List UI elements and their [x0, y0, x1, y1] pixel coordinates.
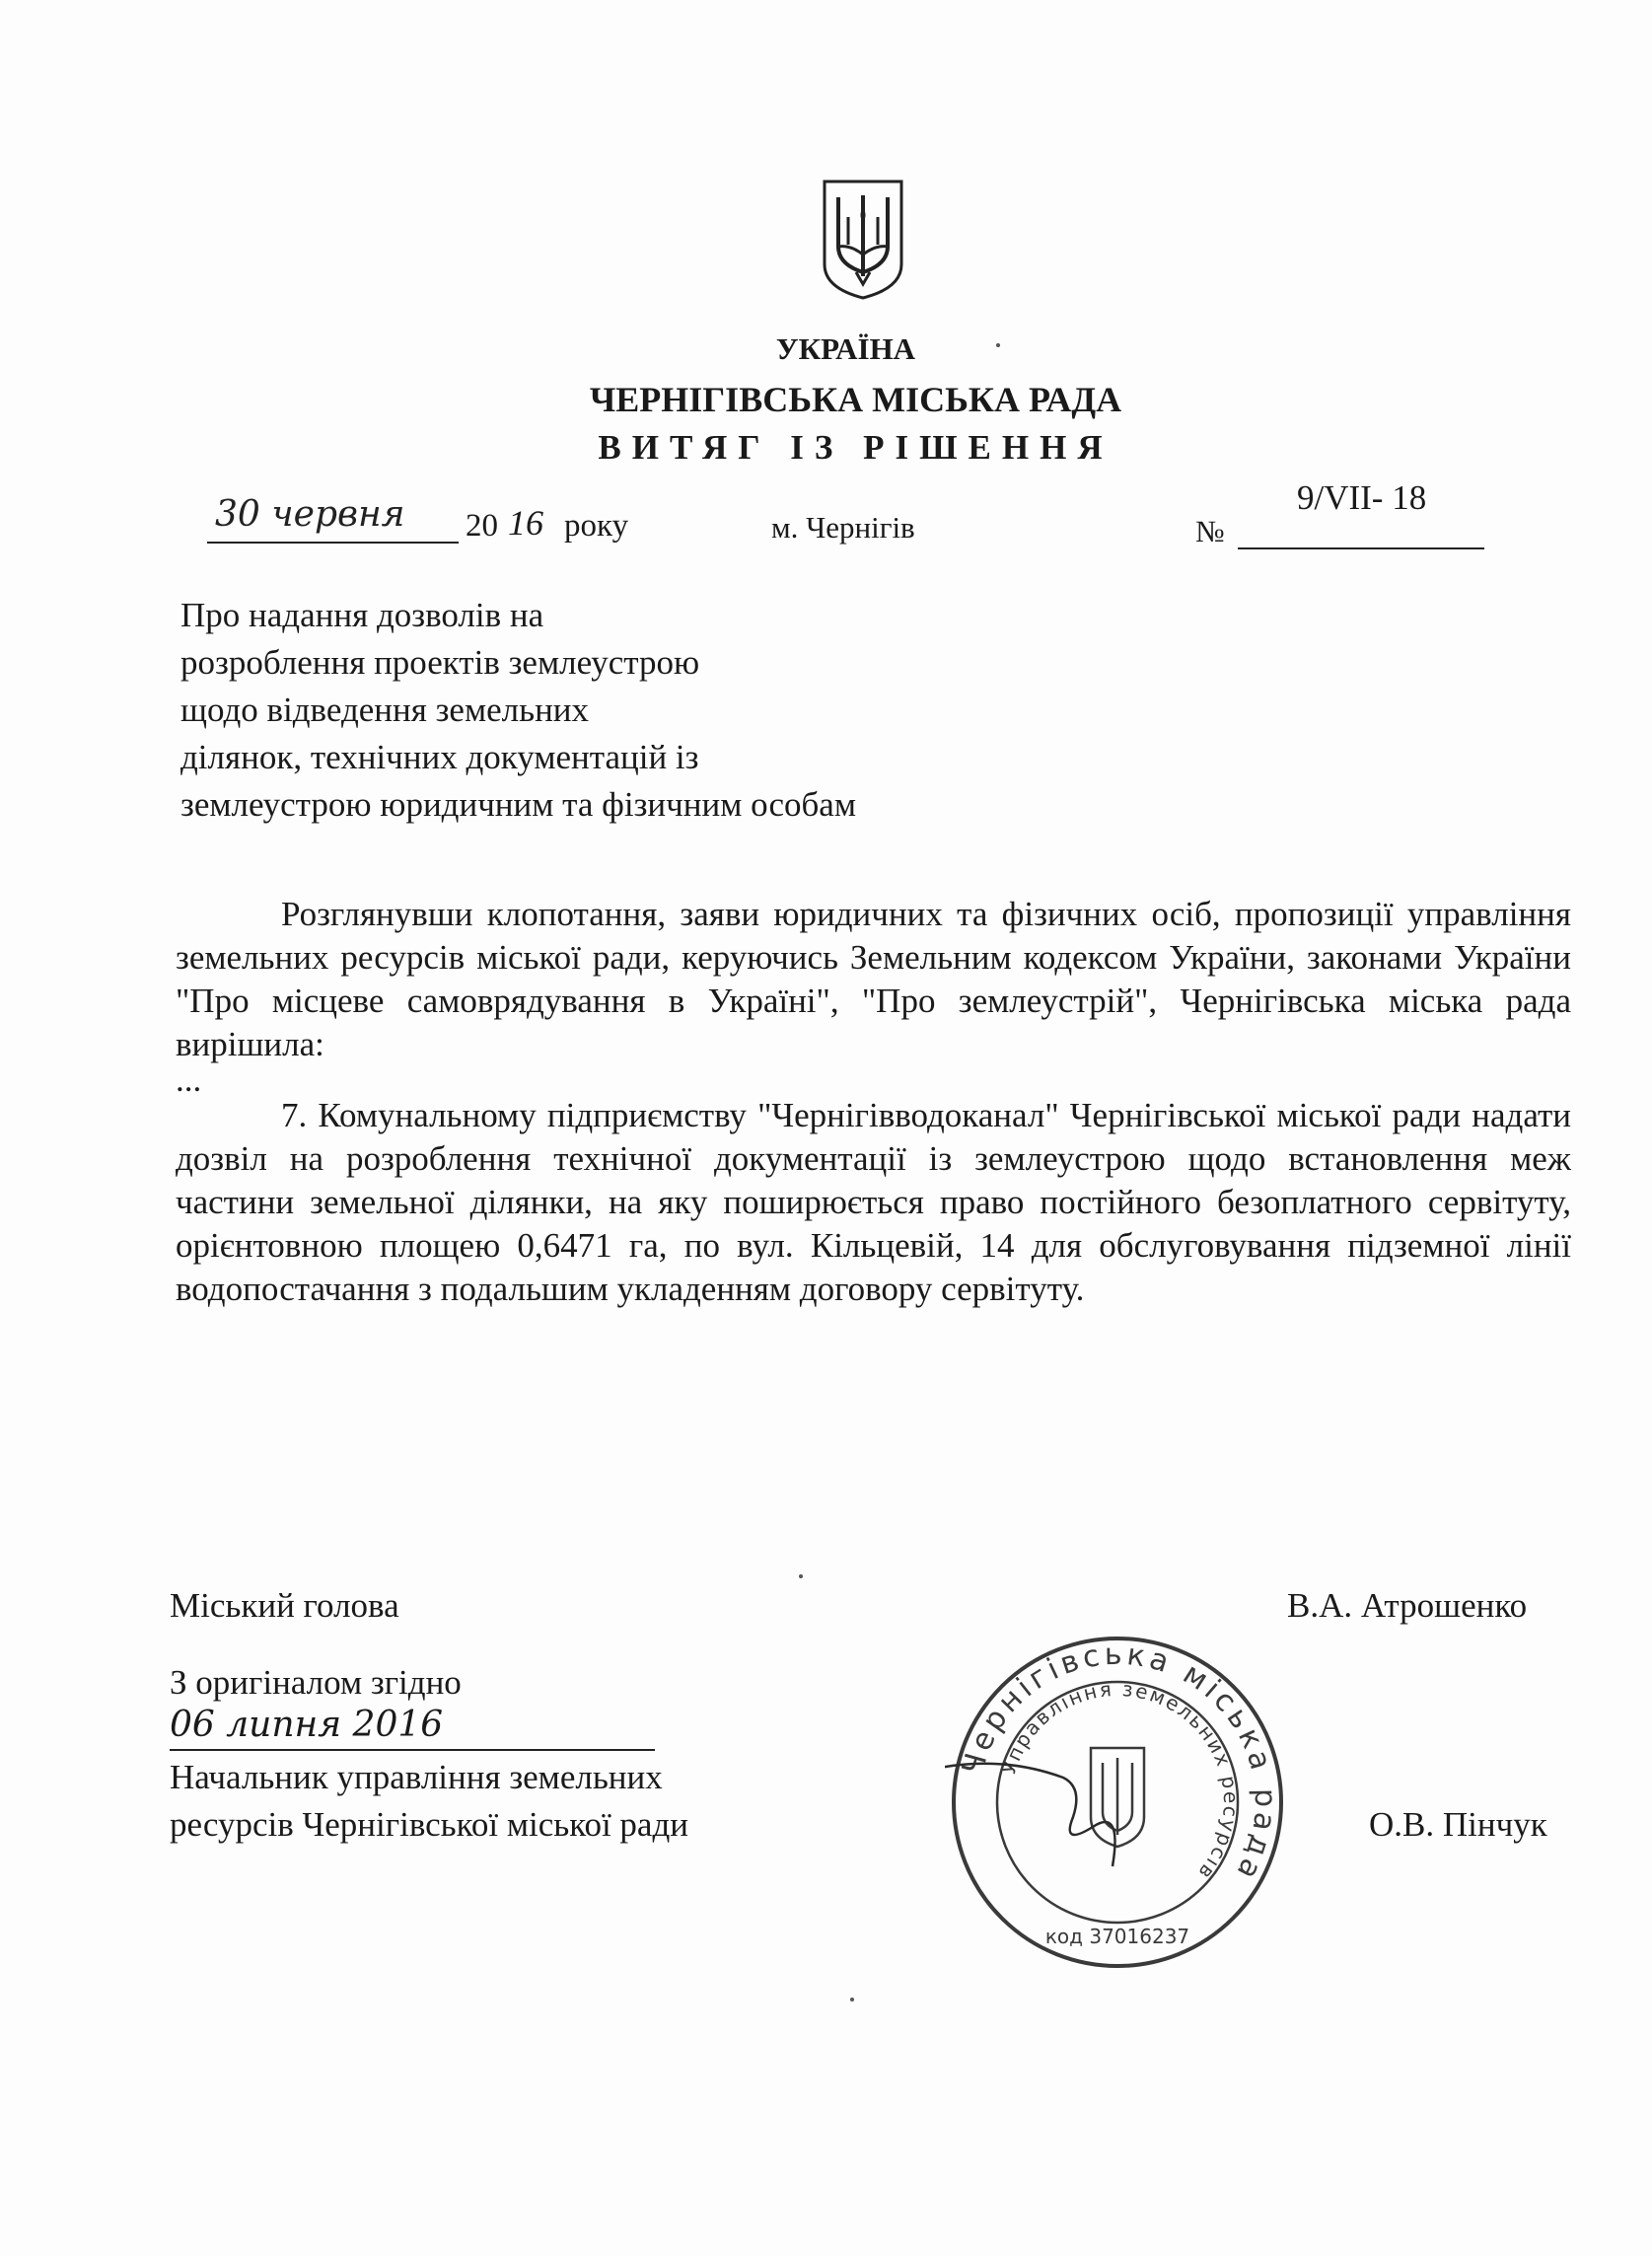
- council-heading: ЧЕРНІГІВСЬКА МІСЬКА РАДА: [589, 380, 1122, 419]
- handwritten-year: 16: [508, 503, 543, 543]
- certified-date-underline: [170, 1749, 655, 1751]
- stamp-coat-of-arms-icon: [1091, 1748, 1144, 1847]
- number-underline: [1238, 547, 1484, 549]
- stamp-inner-text: Управління земельних ресурсів: [996, 1676, 1244, 1886]
- item-7-paragraph: 7. Комунальному підприємству "Чернігівводоканал" Чернігівської міської ради надати дозвіл на розроблення технічної документації із землеустрою щодо встановлення меж частини земельної ділянки, на яку поширюється право постійного безоплатного сервітуту, орієнтовною площею 0,6471 га, по вул. Кільцевій, 14 для обслуговування підземної лінії водопостачання з подальшим укладенням договору сервітуту.: [176, 1096, 1571, 1308]
- handwritten-date: 30 червня: [215, 494, 405, 535]
- head-title-line-1: Начальник управління земельних: [170, 1758, 663, 1796]
- intro-paragraph: Розглянувши клопотання, заяви юридичних та фізичних осіб, пропозиції управління земельних ресурсів міської ради, керуючись Земельним кодексом України, законами України "Про місцеве самоврядування в Україні", "Про землеустрій", Чернігівська міська рада вирішила:: [176, 895, 1571, 1063]
- date-underline: [207, 542, 459, 544]
- year-suffix: року: [564, 508, 629, 544]
- year-prefix: 20: [466, 508, 498, 544]
- speck: [850, 1998, 854, 2001]
- mayor-title: Міський голова: [170, 1586, 399, 1625]
- stamp-code-text: код 37016237: [1044, 1925, 1190, 1948]
- speck: [996, 343, 1000, 347]
- omission-ellipsis: ...: [176, 1060, 202, 1099]
- date-number-row: [207, 478, 1489, 567]
- subject-line: розроблення проектів землеустрою: [180, 643, 700, 682]
- speck: [799, 1574, 803, 1578]
- mayor-name: В.А. Атрошенко: [1287, 1586, 1528, 1625]
- stamp-outer-text: Чернігівська міська рада: [955, 1637, 1283, 1889]
- subject-line: щодо відведення земельних: [180, 691, 590, 729]
- number-sign: №: [1195, 514, 1225, 548]
- decision-body: [176, 893, 1571, 1311]
- subject-line: ділянок, технічних документацій із: [180, 738, 699, 776]
- decision-number: 9/VII- 18: [1297, 478, 1427, 517]
- head-name: О.В. Пінчук: [1369, 1805, 1547, 1844]
- document-type-heading: ВИТЯГ ІЗ РІШЕННЯ: [598, 428, 1113, 467]
- subject-line: Про надання дозволів на: [180, 596, 544, 634]
- country-heading: УКРАЇНА: [775, 331, 916, 366]
- city-label: м. Чернігів: [771, 510, 915, 545]
- certified-label: З оригіналом згідно: [170, 1663, 462, 1702]
- official-stamp: [945, 1630, 1290, 1975]
- subject-line: землеустрою юридичним та фізичним особам: [180, 785, 856, 824]
- head-title-line-2: ресурсів Чернігівської міської ради: [170, 1805, 688, 1844]
- coat-of-arms-icon: [821, 178, 905, 301]
- decision-subject: [180, 592, 1068, 829]
- handwritten-certified-date: 06 липня 2016: [170, 1705, 444, 1745]
- svg-text:Управління земельних ресурсів: [996, 1677, 1243, 1885]
